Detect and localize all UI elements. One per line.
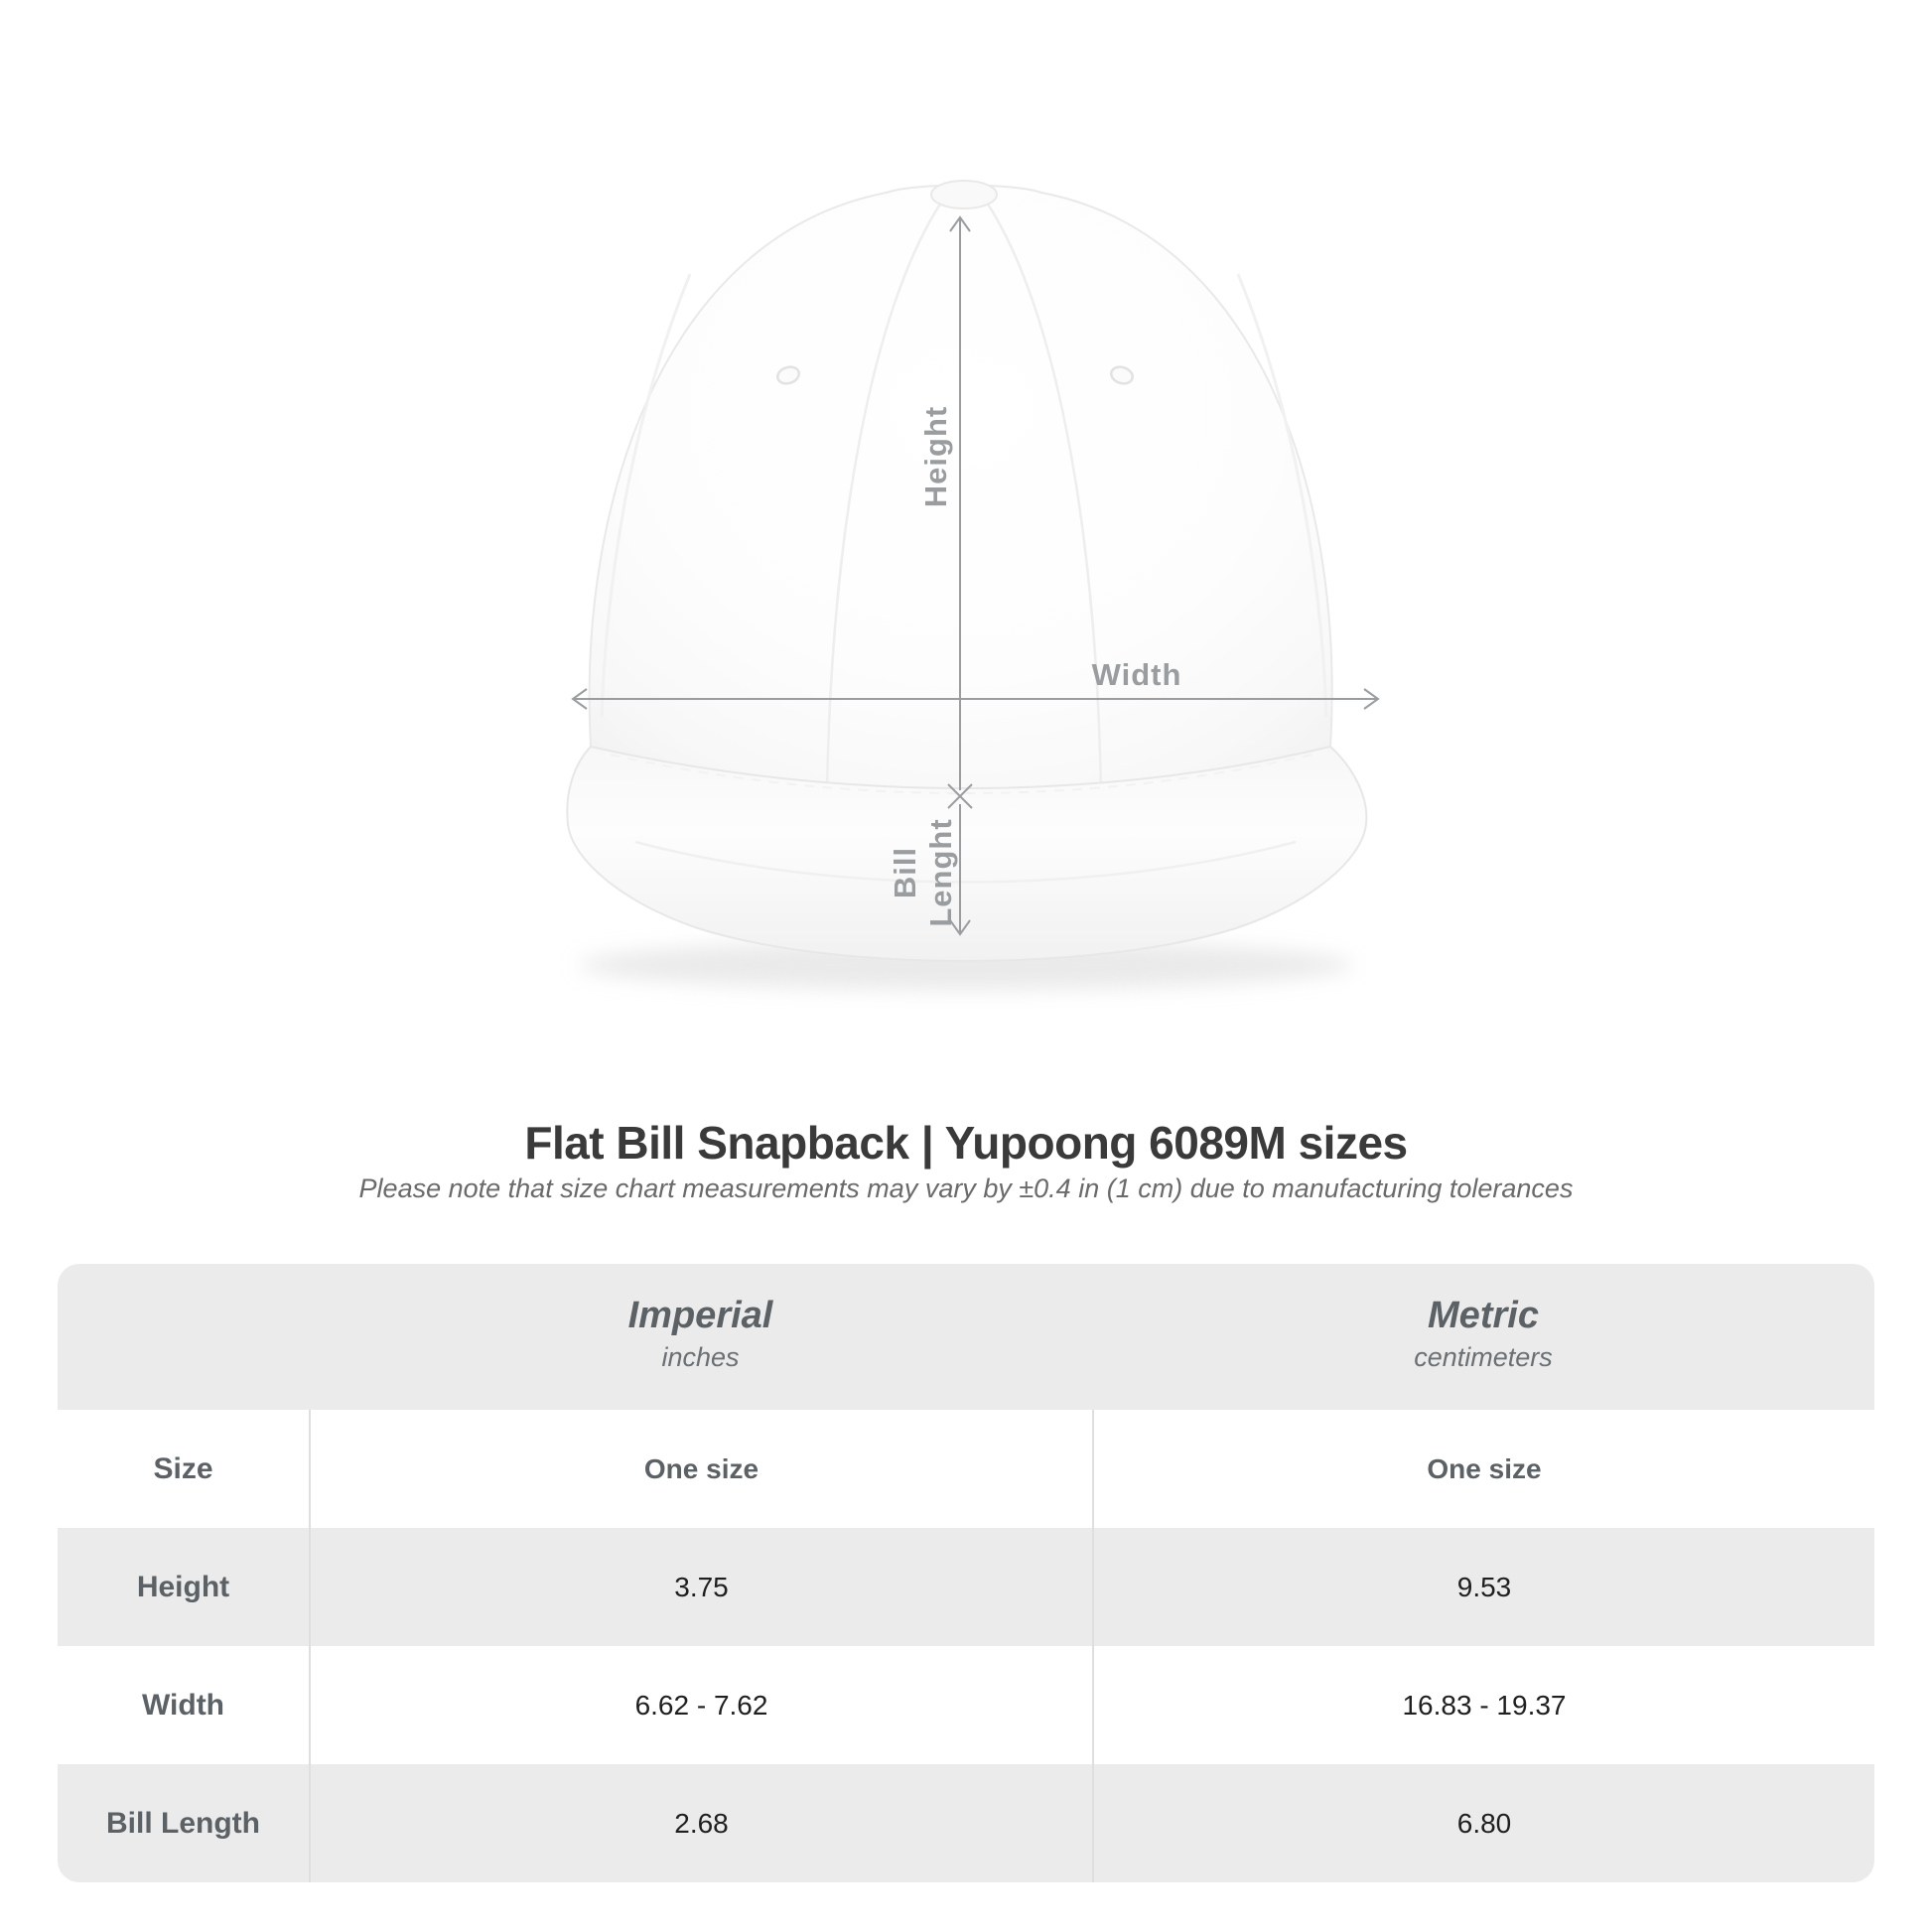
metric-column-title: Metric bbox=[1428, 1295, 1539, 1336]
bill-length-measure-label-line2: Lenght bbox=[923, 818, 958, 927]
width-imperial-value: 6.62 - 7.62 bbox=[309, 1646, 1092, 1764]
metric-column-subtitle: centimeters bbox=[1414, 1342, 1553, 1372]
height-measure-label: Height bbox=[918, 405, 953, 508]
table-row-width bbox=[58, 1646, 1874, 1764]
header-spacer-cell bbox=[58, 1264, 309, 1410]
height-imperial-value: 3.75 bbox=[309, 1528, 1092, 1646]
size-chart-table bbox=[58, 1264, 1874, 1882]
snapback-hat-illustration bbox=[541, 159, 1395, 1013]
hat-measurement-figure bbox=[541, 159, 1395, 1013]
size-table-header bbox=[58, 1264, 1874, 1410]
table-row-height bbox=[58, 1528, 1874, 1646]
bill-length-imperial-value: 2.68 bbox=[309, 1764, 1092, 1882]
hat-top-button bbox=[931, 181, 997, 208]
size-metric-value: One size bbox=[1092, 1410, 1874, 1528]
width-metric-value: 16.83 - 19.37 bbox=[1092, 1646, 1874, 1764]
table-row-bill-length bbox=[58, 1764, 1874, 1882]
page-title: Flat Bill Snapback | Yupoong 6089M sizes bbox=[524, 1117, 1408, 1169]
height-metric-value: 9.53 bbox=[1092, 1528, 1874, 1646]
header-metric bbox=[1092, 1264, 1874, 1410]
row-label-bill-length: Bill Length bbox=[106, 1806, 260, 1840]
header-imperial bbox=[309, 1264, 1092, 1410]
row-label-height: Height bbox=[136, 1570, 230, 1603]
bill-length-metric-value: 6.80 bbox=[1092, 1764, 1874, 1882]
bill-length-measure-label-line1: Bill bbox=[888, 846, 922, 899]
size-imperial-value: One size bbox=[309, 1410, 1092, 1528]
row-label-width: Width bbox=[141, 1688, 225, 1722]
imperial-column-title: Imperial bbox=[627, 1295, 773, 1336]
imperial-column-subtitle: inches bbox=[661, 1342, 740, 1372]
width-measure-label: Width bbox=[1091, 657, 1182, 692]
row-label-size: Size bbox=[153, 1451, 213, 1485]
table-row-size bbox=[58, 1410, 1874, 1528]
page-subtitle: Please note that size chart measurements may vary by ±0.4 in (1 cm) due to manufacturing tolerances bbox=[358, 1173, 1574, 1203]
